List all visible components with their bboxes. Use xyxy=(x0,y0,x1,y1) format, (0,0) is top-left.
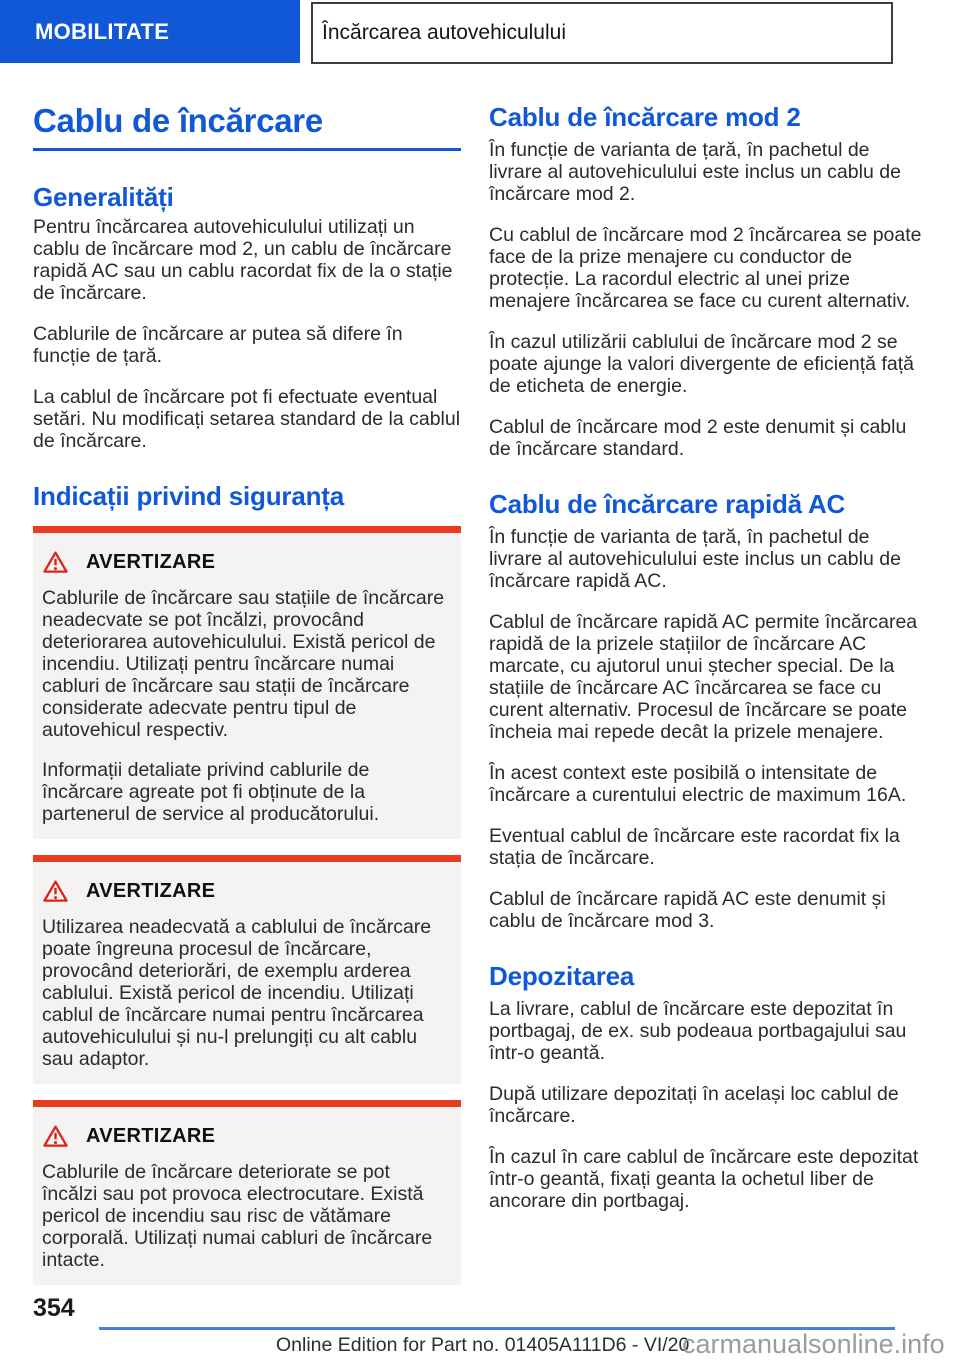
edition-text: Online Edition for Part no. 01405A111D6 - VI/20 xyxy=(276,1334,690,1356)
right-column xyxy=(489,103,926,1231)
paragraph: Cablul de încărcare rapidă AC permite încărcarea rapidă de la prizele stațiilor de încărcare AC marcate, cu ajutorul unui ștecher special. De la stațiile de încărcare AC încărcarea se face cu curent alternativ. Procesul de încărcare se poate încheia mai repede decât la prizele menajere. xyxy=(489,611,918,743)
paragraph: Informații detaliate privind cablurile de încărcare agreate pot fi obținute de la partenerul de service al producătorului. xyxy=(42,759,380,825)
warning-label: AVERTIZARE xyxy=(86,1124,216,1147)
heading-cablu-rapida-ac: Cablu de încărcare rapidă AC xyxy=(489,489,846,519)
left-column xyxy=(33,103,461,1285)
paragraph: La cablul de încărcare pot fi efectuate eventual setări. Nu modificați setarea standard de la cablul de încărcare. xyxy=(33,386,461,452)
warning-header xyxy=(42,1124,447,1148)
paragraph: În cazul utilizării cablului de încărcare mod 2 se poate ajunge la valori divergente de eficiență față de eticheta de energie. xyxy=(489,331,914,397)
warning-triangle-icon xyxy=(42,550,69,574)
warning-triangle-icon xyxy=(42,879,69,903)
paragraph: Utilizarea neadecvată a cablului de încărcare poate îngreuna procesul de încărcare, provocând deteriorări, de exemplu arderea cablului. Există pericol de incendiu. Utilizați cablul de încărcare numai pentru încărcarea autovehiculului și nu-l prelungiți cu alt cablu sau adaptor. xyxy=(42,916,432,1070)
paragraph: În funcție de varianta de țară, în pachetul de livrare al autovehiculului este inclus un cablu de încărcare rapidă AC. xyxy=(489,526,901,592)
chapter-label: MOBILITATE xyxy=(35,18,170,44)
warning-box xyxy=(33,855,461,1084)
heading-indicatii-siguranta: Indicații privind siguranța xyxy=(33,481,344,511)
paragraph: În cazul în care cablul de încărcare este depozitat într-o geantă, fixați geanta la ochetul liber de ancorare din portbagaj. xyxy=(489,1146,919,1212)
paragraph: Cablul de încărcare mod 2 este denumit și cablu de încărcare standard. xyxy=(489,416,907,460)
heading-generalitati: Generalități xyxy=(33,182,174,212)
paragraph: Cablul de încărcare rapidă AC este denumit și cablu de încărcare mod 3. xyxy=(489,888,886,932)
warning-header xyxy=(42,879,447,903)
title-rule xyxy=(33,148,461,151)
page-number: 354 xyxy=(33,1294,75,1322)
paragraph: Cablurile de încărcare deteriorate se pot încălzi sau pot provoca electrocutare. Există pericol de incendiu sau risc de vătămare corporală. Utilizați numai cabluri de încărcare intacte. xyxy=(42,1161,433,1271)
heading-cablu-mod2: Cablu de încărcare mod 2 xyxy=(489,102,801,132)
paragraph: Cablurile de încărcare sau stațiile de încărcare neadecvate se pot încălzi, provocând deteriorarea autovehiculului. Există pericol de incendiu. Utilizați pentru încărcare numai cabluri de încărcare sau stații de încărcare considerate adecvate pentru tipul de autovehicul respectiv. xyxy=(42,587,445,741)
paragraph: În acest context este posibilă o intensitate de încărcare a curentului electric de maximum 16A. xyxy=(489,762,907,806)
warning-header xyxy=(42,550,447,574)
warning-label: AVERTIZARE xyxy=(86,879,216,902)
warning-triangle-icon xyxy=(42,1124,69,1148)
chapter-badge xyxy=(0,0,300,63)
paragraph: La livrare, cablul de încărcare este depozitat în portbagaj, de ex. sub podeaua portbagajului sau într-o geantă. xyxy=(489,998,907,1064)
paragraph: Eventual cablul de încărcare este racordat fix la stația de încărcare. xyxy=(489,825,900,869)
warning-box xyxy=(33,526,461,839)
heading-depozitarea: Depozitarea xyxy=(489,961,635,991)
paragraph: După utilizare depozitați în același loc cablul de încărcare. xyxy=(489,1083,899,1127)
paragraph: Cu cablul de încărcare mod 2 încărcarea se poate face de la prize menajere cu conductor de protecție. La racordul electric al unei prize menajere încărcarea se face cu curent alternativ. xyxy=(489,224,922,312)
paragraph: Cablurile de încărcare ar putea să difere în funcție de țară. xyxy=(33,323,403,367)
section-title: Încărcarea autovehiculului xyxy=(322,21,566,44)
watermark-text: carmanualsonline.info xyxy=(682,1329,945,1359)
paragraph: În funcție de varianta de țară, în pachetul de livrare al autovehiculului este inclus un cablu de încărcare mod 2. xyxy=(489,139,901,205)
section-title-box xyxy=(311,2,893,64)
page-title: Cablu de încărcare xyxy=(33,102,323,139)
warning-label: AVERTIZARE xyxy=(86,550,216,573)
paragraph: Pentru încărcarea autovehiculului utilizați un cablu de încărcare mod 2, un cablu de încărcare rapidă AC sau un cablu racordat fix de la o stație de încărcare. xyxy=(33,216,453,304)
warning-box xyxy=(33,1100,461,1285)
